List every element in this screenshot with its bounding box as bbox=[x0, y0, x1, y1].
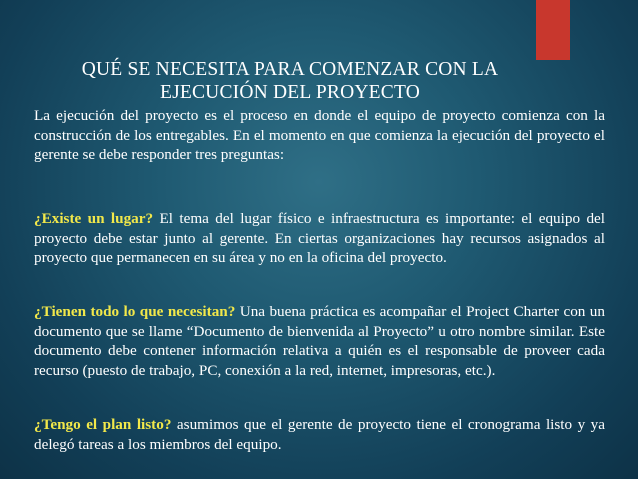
title-line-2: EJECUCIÓN DEL PROYECTO bbox=[159, 82, 421, 103]
question-body: Una buena práctica es acompañar el Project Charter con un documento que se llame “Documento de bienvenida al Proyecto” u otro nombre similar. Este documento debe contener información relativa a quién es el responsable de proveer cada recurso (puesto de trabajo, PC, conexión a la red, internet, impresoras, etc.). bbox=[34, 303, 605, 379]
title-line-1: QUÉ SE NECESITA PARA COMENZAR CON LA bbox=[81, 59, 499, 80]
intro-paragraph: La ejecución del proyecto es el proceso en donde el equipo de proyecto comienza con la construcción de los entregables. En el momento en que comienza la ejecución del proyecto el gerente se debe responder tres preguntas: bbox=[34, 107, 605, 163]
question-heading: ¿Tengo el plan listo? bbox=[34, 416, 172, 433]
question-paragraph-plan bbox=[34, 415, 605, 454]
question-heading: ¿Existe un lugar? bbox=[34, 210, 154, 227]
question-body: asumimos que el gerente de proyecto tiene el cronograma listo y ya delegó tareas a los miembros del equipo. bbox=[34, 416, 606, 453]
question-heading: ¿Tienen todo lo que necesitan? bbox=[34, 303, 236, 320]
red-accent-bar bbox=[536, 0, 570, 60]
slide-title bbox=[40, 58, 540, 104]
question-body: El tema del lugar físico e infraestructura es importante: el equipo del proyecto debe estar junto al gerente. En ciertas organizaciones hay recursos asignados al proyecto que permanecen en su área y no en la oficina del proyecto. bbox=[34, 210, 605, 266]
question-paragraph-needs bbox=[34, 302, 605, 380]
question-paragraph-place bbox=[34, 209, 605, 268]
